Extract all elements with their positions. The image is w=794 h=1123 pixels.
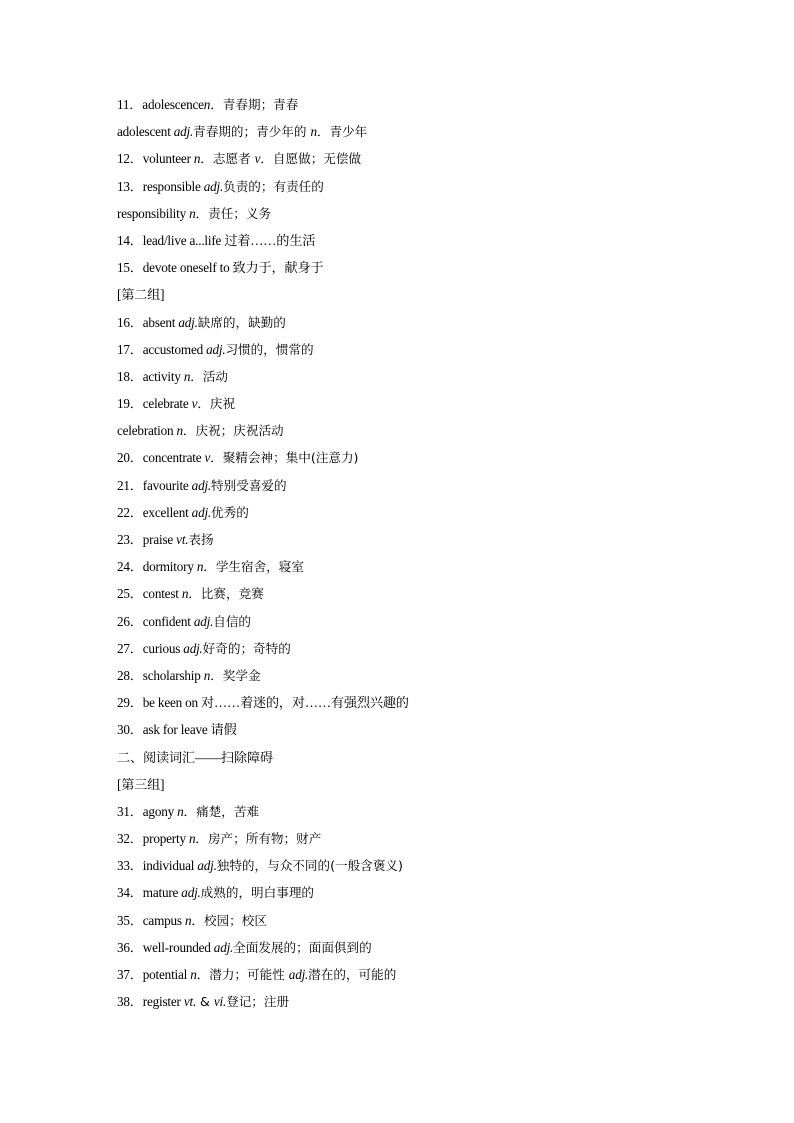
vocab-line: 20．concentrate v．聚精会神；集中(注意力)	[117, 450, 359, 466]
group-heading: [第二组]	[117, 287, 165, 303]
vocab-line: 30．ask for leave 请假	[117, 722, 237, 738]
vocab-line: 23．praise vt.表扬	[117, 532, 214, 547]
vocab-line: 15．devote oneself to 致力于，献身于	[117, 260, 324, 276]
vocab-line: 14．lead/live a...life 过着……的生活	[117, 232, 316, 248]
vocab-line: 18．activity n．活动	[117, 368, 229, 384]
group-heading: [第三组]	[117, 776, 165, 792]
vocab-line: 31．agony n．痛楚，苦难	[117, 803, 260, 819]
vocab-line: 13．responsible adj.负责的；有责任的	[117, 178, 324, 194]
vocab-line: 17．accustomed adj.习惯的，惯常的	[117, 341, 314, 357]
vocab-line: 11．adolescencen．青春期；青春	[117, 97, 299, 112]
vocab-line: 38．register vt. & vi.登记；注册	[117, 994, 290, 1010]
vocab-line: 33．individual adj.独特的，与众不同的(一般含褒义)	[117, 858, 403, 874]
vocab-line: 22．excellent adj.优秀的	[117, 504, 249, 520]
vocab-line: 25．contest n．比赛，竞赛	[117, 586, 264, 602]
vocab-line: 12．volunteer n．志愿者 v．自愿做；无偿做	[117, 151, 362, 167]
section-heading: 二、阅读词汇——扫除障碍	[117, 749, 273, 765]
vocab-line: 28．scholarship n．奖学金	[117, 667, 261, 683]
vocab-line: 24．dormitory n．学生宿舍，寝室	[117, 559, 304, 575]
vocab-line: 29．be keen on 对……着迷的，对……有强烈兴趣的	[117, 695, 409, 711]
vocab-line: celebration n．庆祝；庆祝活动	[117, 423, 284, 439]
vocab-line: 26．confident adj.自信的	[117, 613, 252, 629]
vocab-line: 36．well-rounded adj.全面发展的；面面俱到的	[117, 939, 372, 955]
vocab-line: 32．property n．房产；所有物；财产	[117, 831, 322, 847]
vocab-line: responsibility n．责任；义务	[117, 205, 272, 221]
vocab-line: 35．campus n．校园；校区	[117, 912, 267, 928]
vocab-line: 19．celebrate v．庆祝	[117, 396, 236, 412]
vocab-line: 27．curious adj.好奇的；奇特的	[117, 640, 291, 656]
vocabulary-list	[0, 91, 794, 1015]
vocab-line: 21．favourite adj.特别受喜爱的	[117, 477, 287, 493]
vocab-line: 34．mature adj.成熟的，明白事理的	[117, 885, 314, 901]
vocab-line: adolescent adj.青春期的；青少年的 n．青少年	[117, 124, 368, 140]
vocab-line: 16．absent adj.缺席的，缺勤的	[117, 314, 286, 330]
vocab-line: 37．potential n．潜力；可能性 adj.潜在的，可能的	[117, 967, 397, 982]
